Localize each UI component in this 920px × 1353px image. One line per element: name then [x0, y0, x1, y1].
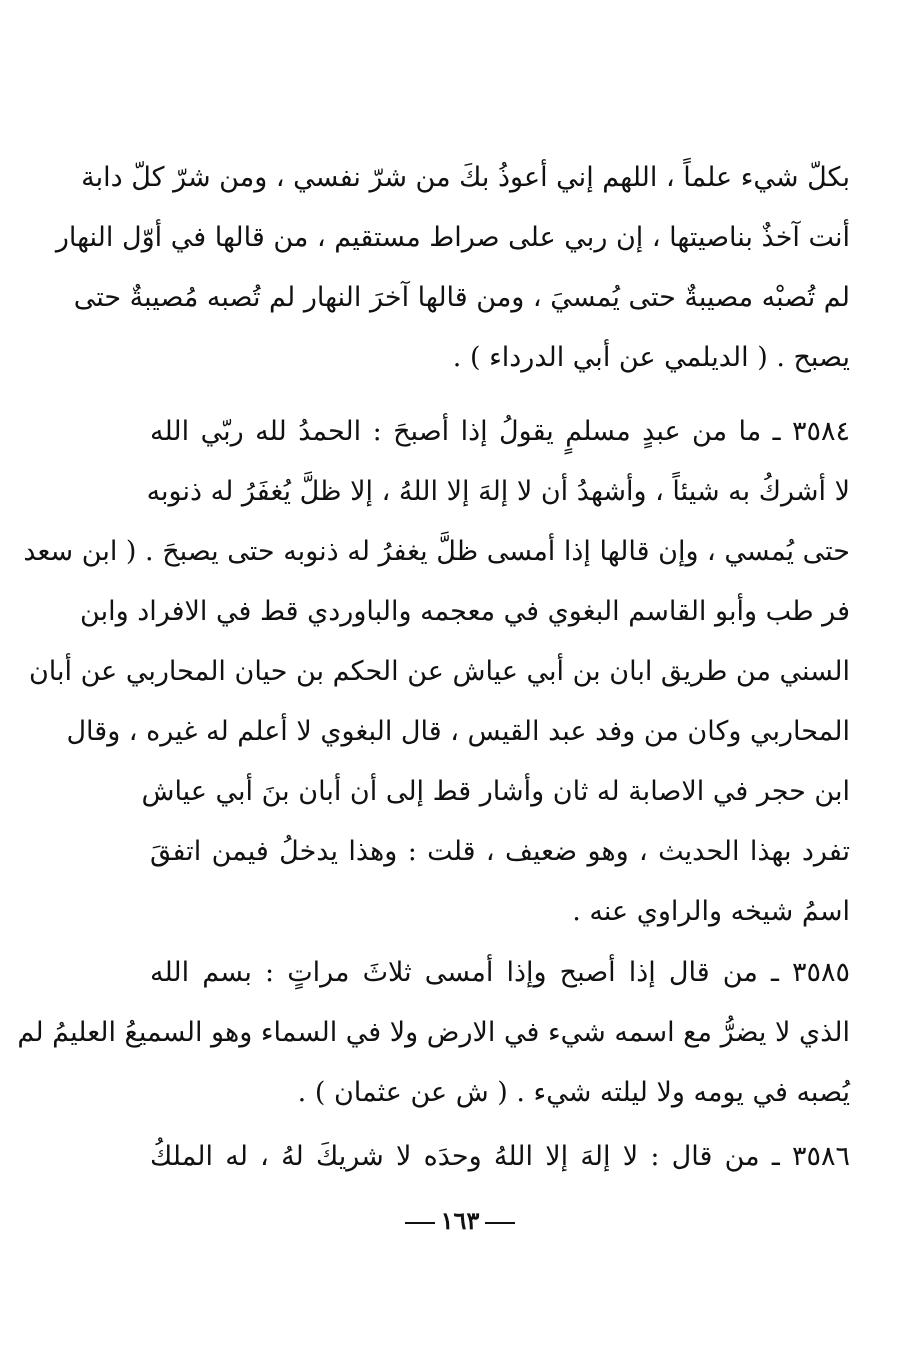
- text-line: الذي لا يضرُّ مع اسمه شيء في الارض ولا في السماء وهو السميعُ العليمُ لم: [17, 1017, 850, 1048]
- text-line: يصبح . ( الديلمي عن أبي الدرداء ) .: [452, 342, 850, 373]
- text-line: لا أشركُ به شيئاً ، وأشهدُ أن لا إلهَ إلا اللهُ ، إلا ظلَّ يُغفَرُ له ذنوبه: [146, 476, 850, 507]
- text-line: تفرد بهذا الحديث ، وهو ضعيف ، قلت : وهذا يدخلُ فيمن اتفقَ: [150, 836, 850, 867]
- text-line: لم تُصبْه مصيبةٌ حتى يُمسيَ ، ومن قالها آخرَ النهار لم تُصبه مُصيبةٌ حتى: [73, 282, 850, 313]
- text-line: أنت آخذٌ بناصيتها ، إن ربي على صراط مستقيم ، من قالها في أوّل النهار: [55, 222, 850, 253]
- text-line: حتى يُمسي ، وإن قالها إذا أمسى ظلَّ يغفرُ له ذنوبه حتى يصبحَ . ( ابن سعد: [23, 536, 850, 567]
- text-line: ٣٥٨٥ ـ من قال إذا أصبح وإذا أمسى ثلاثَ مراتٍ : بسم الله: [150, 957, 850, 988]
- text-line: يُصبه في يومه ولا ليلته شيء . ( ش عن عثمان ) .: [297, 1077, 850, 1108]
- text-line: المحاربي وكان من وفد عبد القيس ، قال البغوي لا أعلم له غيره ، وقال: [66, 716, 850, 747]
- paragraph-3584: [23, 402, 850, 942]
- page-number: [0, 1206, 920, 1235]
- text-line: اسمُ شيخه والراوي عنه .: [572, 896, 850, 927]
- paragraph-3585: [17, 943, 850, 1123]
- paragraph-3586: [150, 1127, 850, 1187]
- page-number-dash-right: [405, 1222, 435, 1224]
- text-line: السني من طريق ابان بن أبي عياش عن الحكم بن حيان المحاربي عن أبان: [28, 656, 850, 687]
- text-line: فر طب وأبو القاسم البغوي في معجمه والباوردي قط في الافراد وابن: [80, 596, 850, 627]
- text-line: بكلّ شيء علماً ، اللهم إني أعوذُ بكَ من شرّ نفسي ، ومن شرّ كلّ دابة: [81, 162, 850, 193]
- paragraph-continuation: [55, 148, 850, 388]
- page-number-dash-left: [485, 1222, 515, 1224]
- text-line: ٣٥٨٤ ـ ما من عبدٍ مسلمٍ يقولُ إذا أصبحَ : الحمدُ لله ربّي الله: [150, 416, 850, 447]
- page-number-value: ١٦٣: [440, 1206, 480, 1235]
- text-line: ٣٥٨٦ ـ من قال : لا إلهَ إلا اللهُ وحدَه لا شريكَ لهُ ، له الملكُ: [150, 1141, 850, 1172]
- text-line: ابن حجر في الاصابة له ثان وأشار قط إلى أن أبان بنَ أبي عياش: [141, 776, 850, 807]
